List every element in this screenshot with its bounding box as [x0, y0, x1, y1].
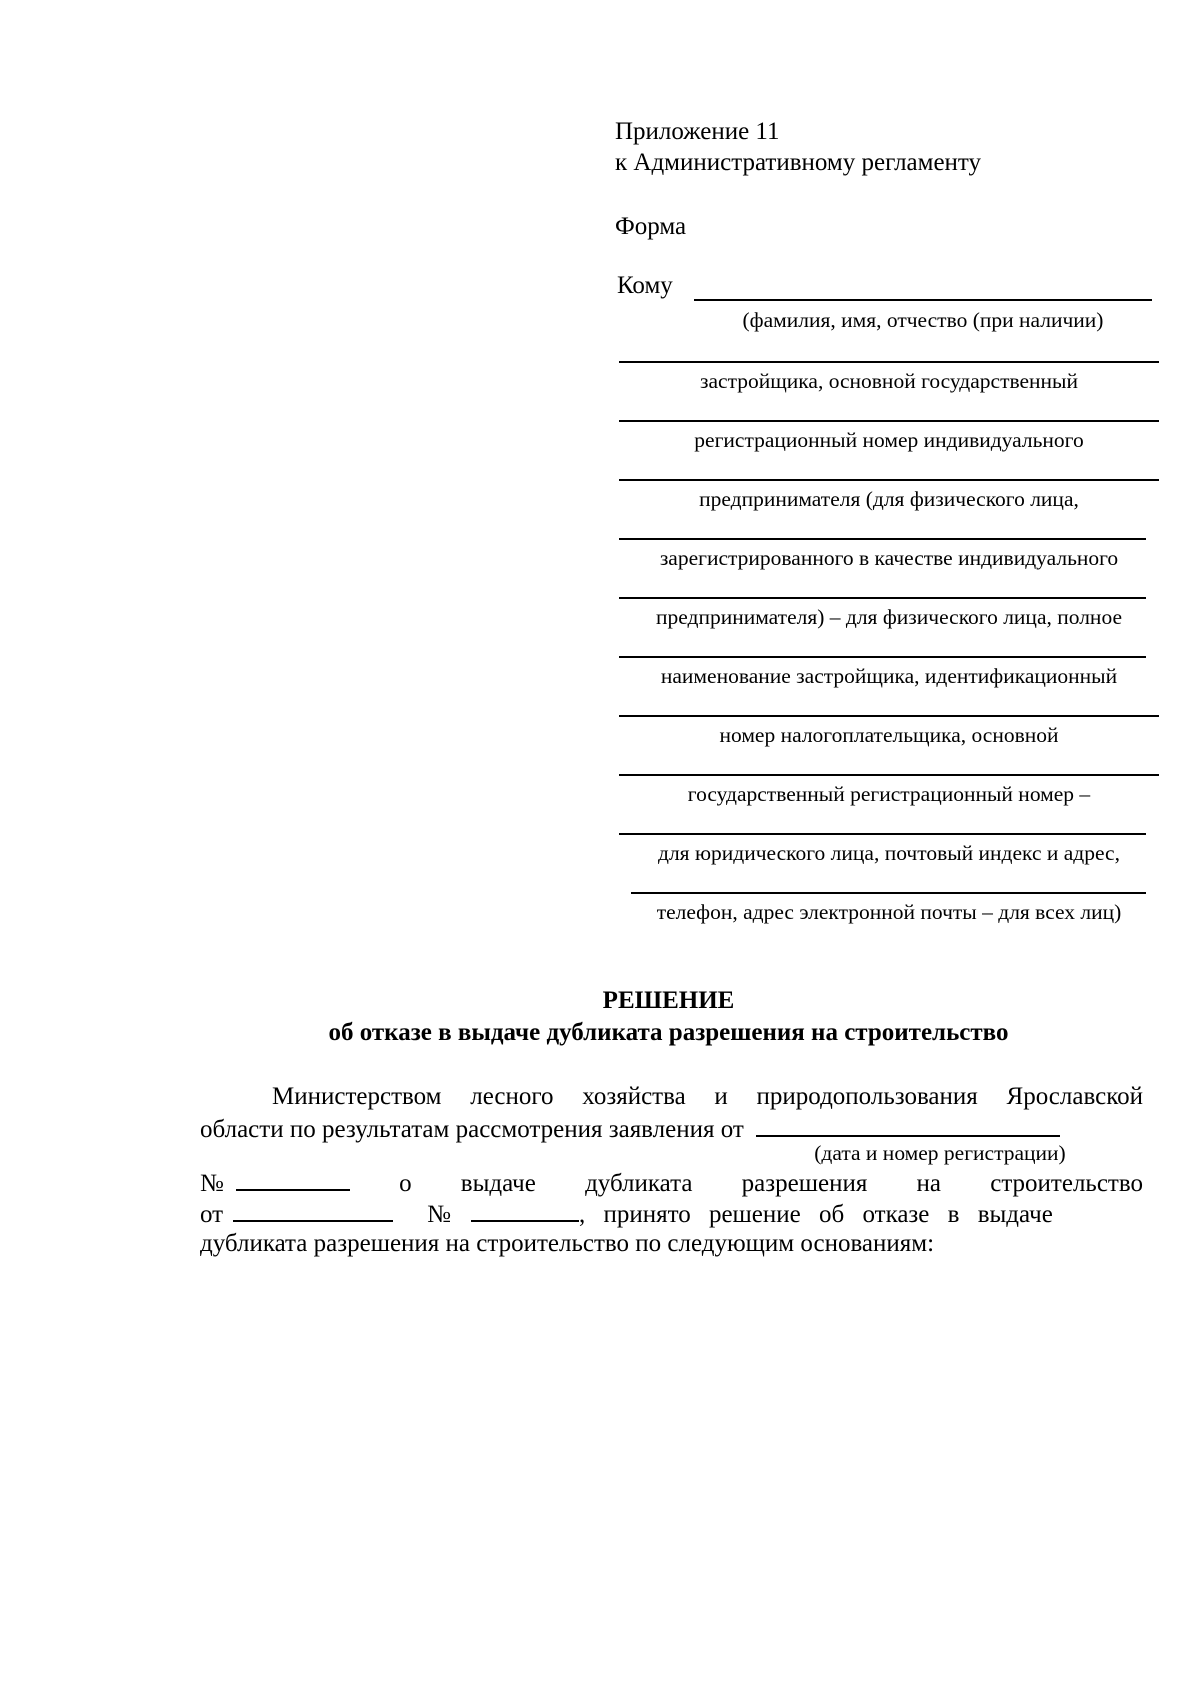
recipient-field-line[interactable] — [619, 479, 1159, 481]
recipient-caption: телефон, адрес электронной почты – для всех лиц) — [656, 900, 1122, 924]
form-label: Форма — [615, 213, 687, 240]
recipient-caption: номер налогоплательщика, основной — [719, 723, 1059, 747]
recipient-caption: зарегистрированного в качестве индивидуального — [659, 546, 1119, 570]
application-number-field[interactable] — [236, 1167, 350, 1191]
date-caption: (дата и номер регистрации) — [814, 1141, 1066, 1165]
recipient-field-line[interactable] — [619, 833, 1146, 835]
body-word: строительство — [990, 1170, 1143, 1197]
recipient-field-line[interactable] — [619, 774, 1159, 776]
body-word: разрешения — [741, 1170, 868, 1197]
recipient-field-line[interactable] — [619, 715, 1159, 717]
body-word: на — [916, 1170, 942, 1197]
recipient-label: Кому — [617, 272, 673, 299]
body-line-2-text: области по результатам рассмотрения заявления от — [200, 1116, 744, 1143]
recipient-name-line[interactable] — [694, 299, 1152, 301]
recipient-field-line[interactable] — [619, 597, 1146, 599]
recipient-field-line[interactable] — [619, 361, 1159, 363]
recipient-caption: предпринимателя) – для физического лица, полное — [656, 605, 1122, 629]
from-label: от — [200, 1201, 224, 1228]
body-line-5: дубликата разрешения на строительство по следующим основаниям: — [200, 1230, 935, 1257]
body-word: выдаче — [460, 1170, 536, 1197]
recipient-caption: государственный регистрационный номер – — [687, 782, 1091, 806]
permit-date-field[interactable] — [233, 1198, 393, 1222]
body-line-1: Министерством лесного хозяйства и природопользования Ярославской — [272, 1083, 1143, 1110]
recipient-caption: застройщика, основной государственный — [699, 369, 1078, 393]
body-line-4 — [200, 1198, 1143, 1230]
recipient-caption: для юридического лица, почтовый индекс и адрес, — [658, 841, 1120, 865]
body-line-4-rest: , принято решение об отказе в выдаче — [578, 1201, 1053, 1228]
recipient-caption: предпринимателя (для физического лица, — [699, 487, 1079, 511]
recipient-caption: регистрационный номер индивидуального — [694, 428, 1084, 452]
recipient-field-line[interactable] — [619, 420, 1159, 422]
recipient-caption: (фамилия, имя, отчество (при наличии) — [742, 308, 1104, 332]
permit-number-field[interactable] — [471, 1198, 579, 1222]
number-sign: № — [200, 1170, 224, 1197]
appendix-number: Приложение 11 — [615, 118, 780, 145]
number-sign: № — [427, 1201, 451, 1228]
recipient-field-line[interactable] — [619, 538, 1146, 540]
appendix-regulation: к Административному регламенту — [615, 149, 982, 176]
decision-subtitle: об отказе в выдаче дубликата разрешения на строительство — [328, 1019, 1009, 1046]
recipient-field-line[interactable] — [619, 656, 1146, 658]
body-line-3 — [200, 1167, 1143, 1199]
application-date-field[interactable] — [756, 1113, 1060, 1137]
body-word: о — [399, 1170, 412, 1197]
recipient-field-line[interactable] — [631, 892, 1146, 894]
recipient-caption: наименование застройщика, идентификационный — [660, 664, 1118, 688]
decision-title: РЕШЕНИЕ — [602, 987, 735, 1014]
body-line-3-group — [200, 1167, 350, 1199]
body-word: дубликата — [585, 1170, 693, 1197]
